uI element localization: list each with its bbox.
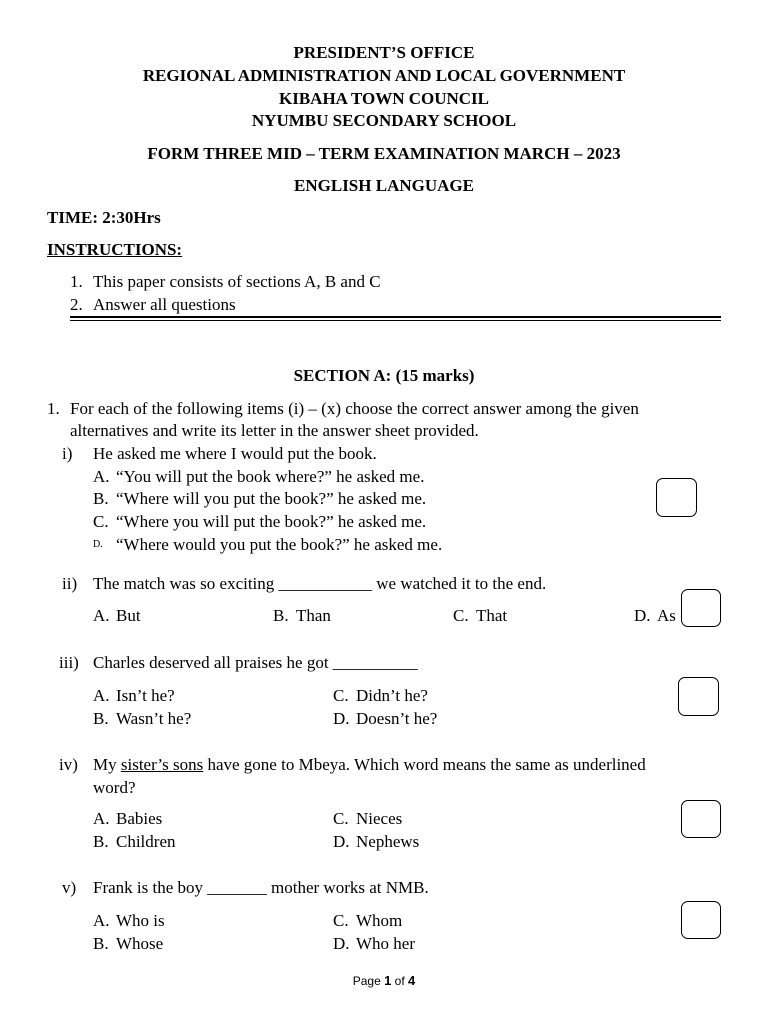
- item-number: iii): [59, 653, 79, 672]
- question-number: 1.: [47, 399, 60, 418]
- item-stem-continued: word?: [93, 778, 136, 797]
- header-line-administration: REGIONAL ADMINISTRATION AND LOCAL GOVERNMENT: [142, 66, 626, 85]
- item-stem-end: have gone to Mbeya. Which word means the same as underlined: [203, 755, 646, 774]
- underlined-phrase: sister’s sons: [120, 755, 204, 774]
- answer-box[interactable]: [656, 478, 697, 517]
- divider-line: [70, 320, 721, 321]
- option-text: Nieces: [356, 809, 403, 828]
- option-letter: A.: [93, 809, 110, 828]
- answer-box[interactable]: [681, 589, 721, 627]
- option-letter: A.: [93, 686, 110, 705]
- item-number: v): [62, 878, 77, 897]
- option-letter: B.: [93, 832, 109, 851]
- option-letter: D.: [634, 606, 651, 625]
- page-total: 4: [408, 973, 416, 988]
- instruction-number: 2.: [70, 295, 83, 314]
- option-text: Who is: [116, 911, 165, 930]
- page-footer: [0, 973, 768, 988]
- option-letter: D.: [333, 709, 350, 728]
- option-text: Who her: [356, 934, 416, 953]
- header-line-office: PRESIDENT’S OFFICE: [293, 43, 475, 62]
- option-letter: C.: [333, 809, 349, 828]
- option-letter: B.: [273, 606, 289, 625]
- item-number: i): [62, 444, 73, 463]
- option-text: “You will put the book where?” he asked me.: [116, 467, 425, 486]
- option-letter: A.: [93, 467, 110, 486]
- instruction-number: 1.: [70, 272, 83, 291]
- option-letter: D.: [333, 934, 350, 953]
- option-text: As: [657, 606, 676, 625]
- question-text: For each of the following items (i) – (x) choose the correct answer among the given: [70, 399, 639, 418]
- option-letter: A.: [93, 911, 110, 930]
- option-letter: C.: [333, 911, 349, 930]
- option-text: Whom: [356, 911, 403, 930]
- time-allowed: TIME: 2:30Hrs: [47, 208, 161, 227]
- of-word: of: [391, 974, 409, 988]
- page-number: 1: [384, 973, 392, 988]
- exam-title: FORM THREE MID – TERM EXAMINATION MARCH – 2023: [147, 144, 621, 163]
- option-letter: B.: [93, 489, 109, 508]
- item-number: iv): [59, 755, 78, 774]
- option-letter: D.: [93, 539, 103, 550]
- option-text: Nephews: [356, 832, 420, 851]
- option-text: “Where would you put the book?” he asked me.: [116, 535, 443, 554]
- option-text: Wasn’t he?: [116, 709, 192, 728]
- item-stem: Frank is the boy _______ mother works at NMB.: [93, 878, 429, 897]
- item-number: ii): [62, 574, 78, 593]
- option-letter: C.: [453, 606, 469, 625]
- option-text: Whose: [116, 934, 164, 953]
- header-line-school: NYUMBU SECONDARY SCHOOL: [251, 111, 517, 130]
- option-text: Than: [296, 606, 331, 625]
- section-a-heading: SECTION A: (15 marks): [293, 366, 475, 385]
- answer-box[interactable]: [681, 901, 721, 939]
- option-letter: D.: [333, 832, 350, 851]
- option-text: Didn’t he?: [356, 686, 428, 705]
- answer-box[interactable]: [678, 677, 719, 716]
- item-stem: The match was so exciting ___________ we watched it to the end.: [93, 574, 547, 593]
- option-text: Isn’t he?: [116, 686, 175, 705]
- option-text: Children: [116, 832, 176, 851]
- instruction-text: This paper consists of sections A, B and C: [93, 272, 381, 291]
- option-text: But: [116, 606, 141, 625]
- item-stem-start: My: [93, 755, 121, 774]
- option-text: Babies: [116, 809, 163, 828]
- option-letter: B.: [93, 709, 109, 728]
- instruction-text: Answer all questions: [93, 295, 236, 314]
- divider-line: [70, 316, 721, 318]
- subject-title: ENGLISH LANGUAGE: [294, 176, 474, 195]
- option-text: “Where you will put the book?” he asked me.: [116, 512, 427, 531]
- option-letter: A.: [93, 606, 110, 625]
- instructions-heading: INSTRUCTIONS:: [47, 240, 183, 259]
- item-stem: [93, 755, 646, 775]
- option-letter: B.: [93, 934, 109, 953]
- page-word: Page: [352, 974, 385, 988]
- header-line-council: KIBAHA TOWN COUNCIL: [278, 89, 490, 108]
- option-text: Doesn’t he?: [356, 709, 438, 728]
- answer-box[interactable]: [681, 800, 721, 838]
- item-stem: He asked me where I would put the book.: [93, 444, 377, 463]
- question-text: alternatives and write its letter in the answer sheet provided.: [70, 421, 479, 440]
- item-stem: Charles deserved all praises he got __________: [93, 653, 418, 672]
- option-text: “Where will you put the book?” he asked me.: [116, 489, 427, 508]
- option-text: That: [476, 606, 508, 625]
- option-letter: C.: [333, 686, 349, 705]
- option-letter: C.: [93, 512, 109, 531]
